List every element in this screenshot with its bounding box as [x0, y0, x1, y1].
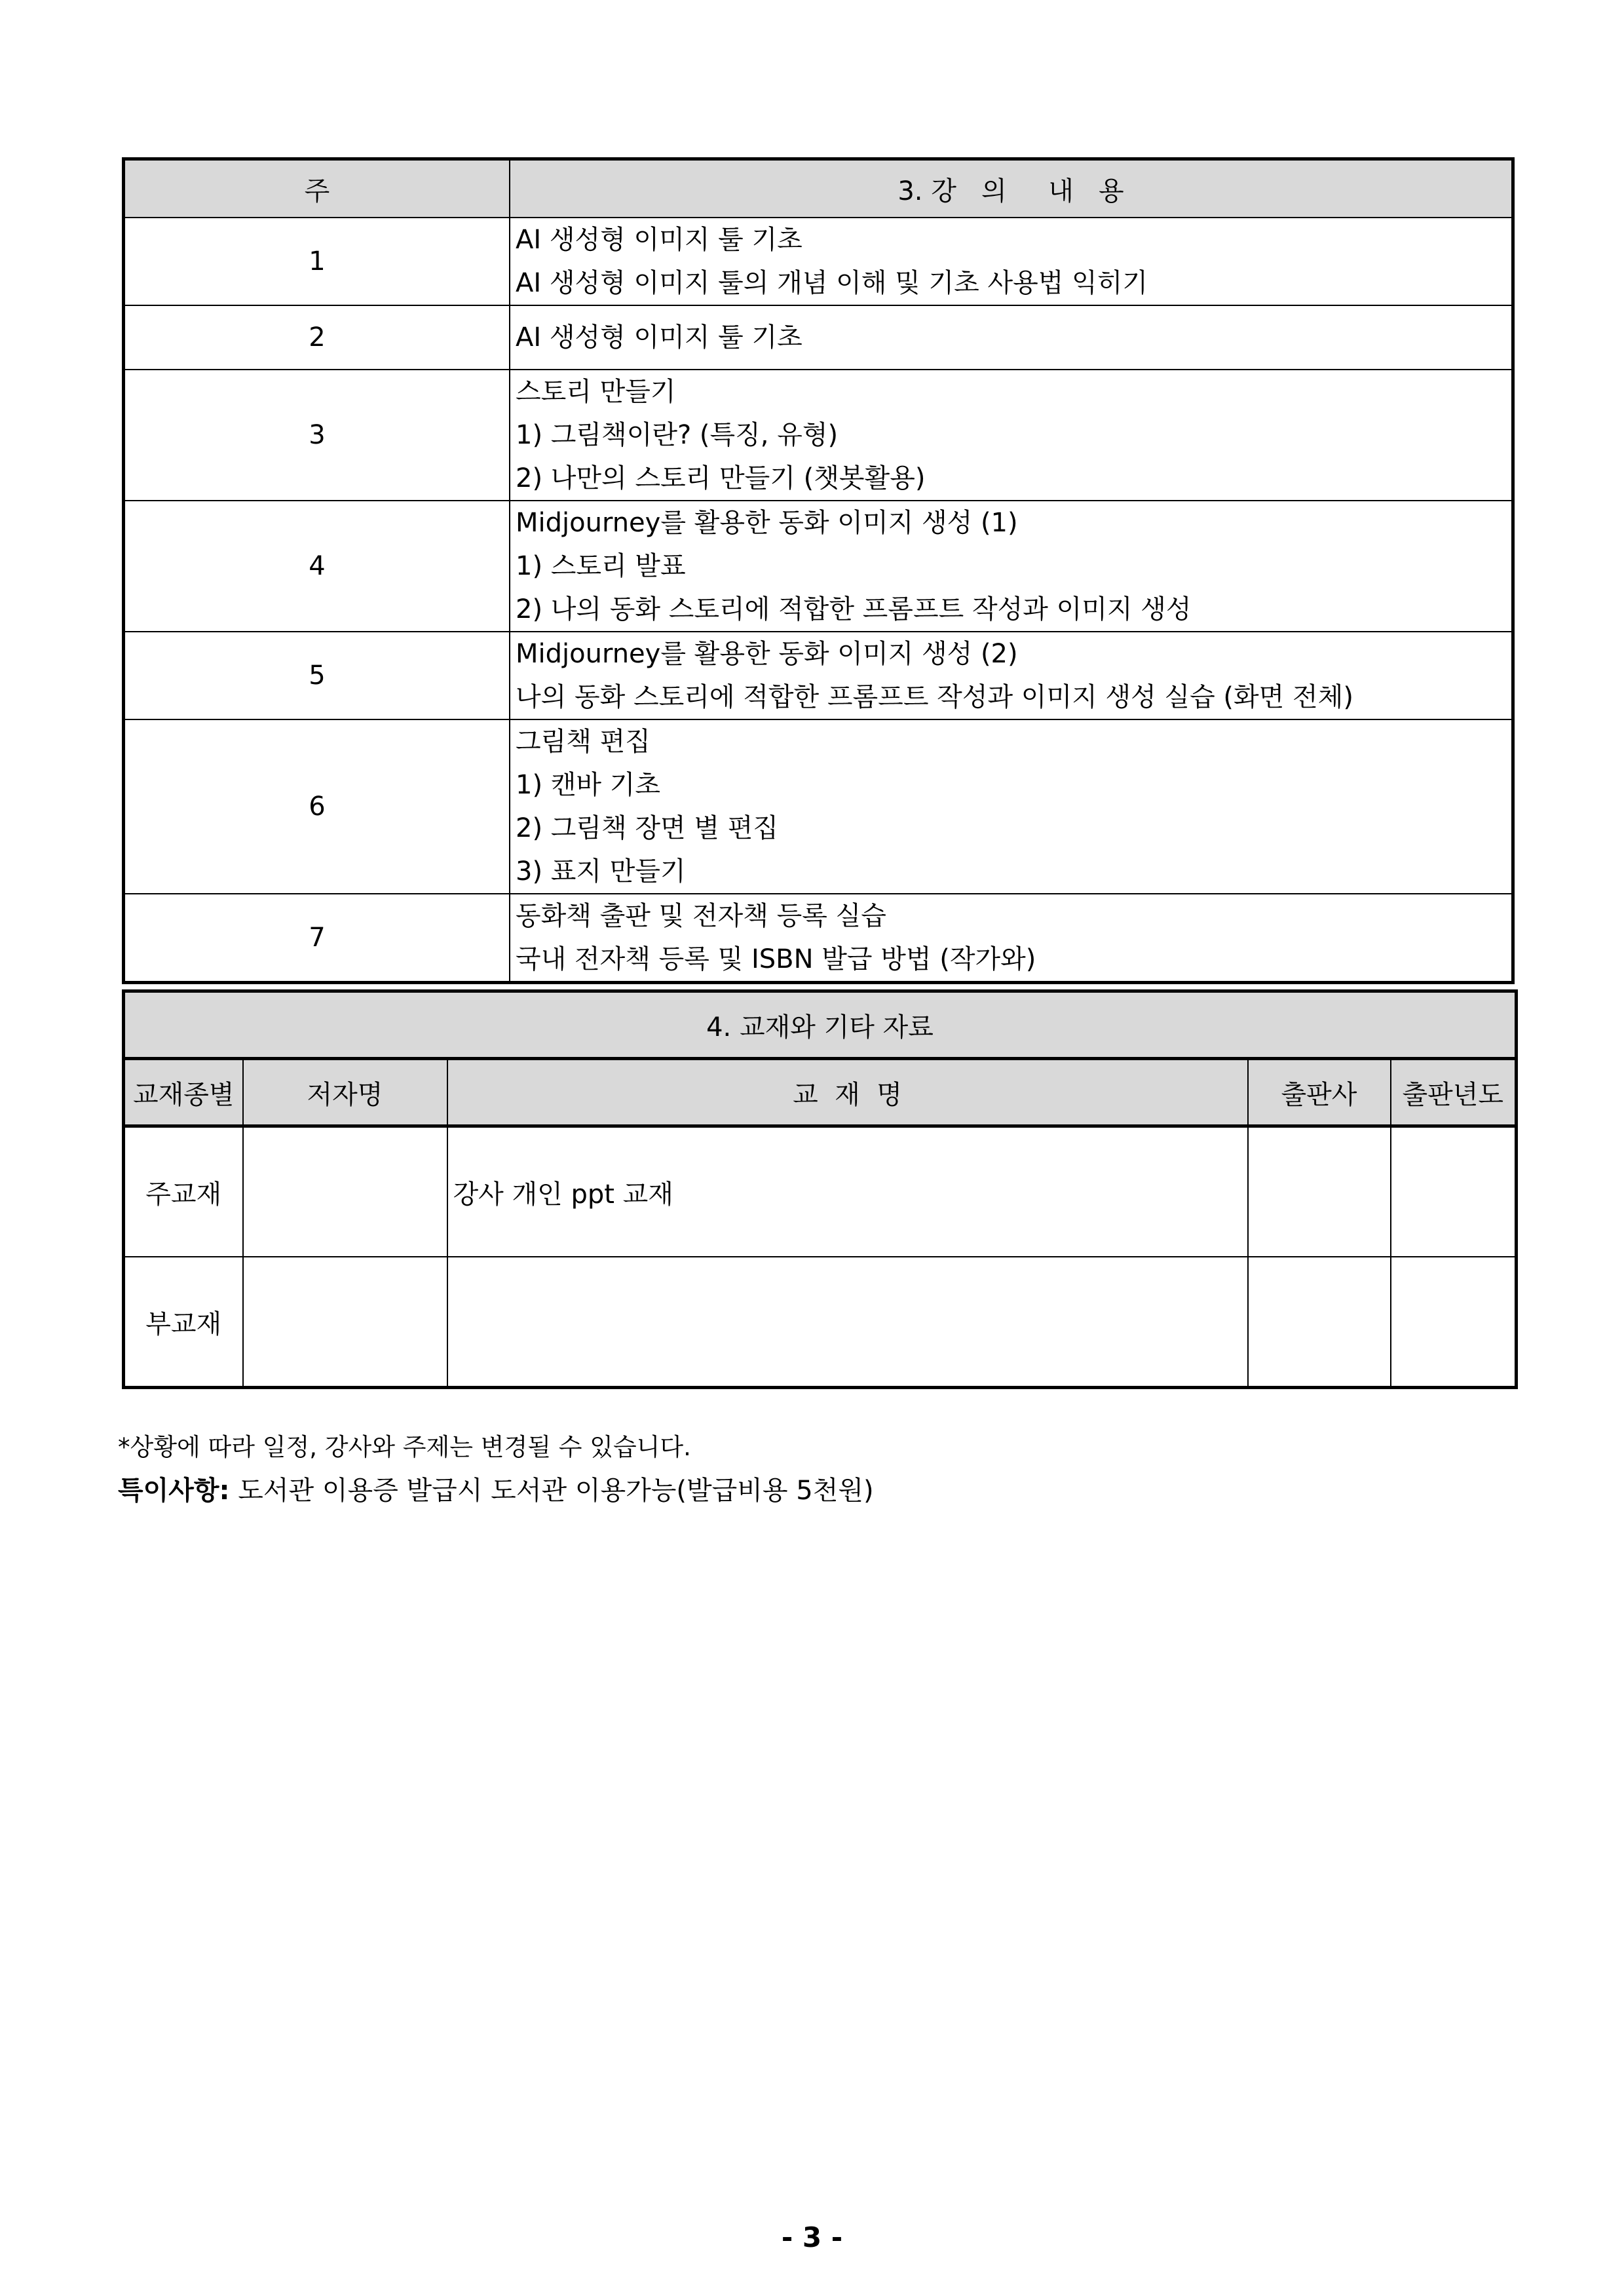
content-line: 2) 나의 동화 스토리에 적합한 프롬프트 작성과 이미지 생성: [516, 594, 1192, 624]
book-type: 부교재: [124, 1257, 243, 1388]
book-type: 주교재: [124, 1126, 243, 1257]
content-line: 3) 표지 만들기: [516, 856, 686, 887]
book-name: 강사 개인 ppt 교재: [447, 1126, 1248, 1257]
week-content: [510, 370, 1513, 501]
header-year: 출판년도: [1391, 1059, 1517, 1126]
week-content: [510, 719, 1513, 894]
textbook-title-row: [124, 991, 1517, 1059]
week-content: [510, 305, 1513, 370]
content-line: 그림책 편집: [516, 727, 651, 757]
week-number: 5: [124, 632, 510, 719]
special-notes-label: 특이사항:: [118, 1476, 230, 1506]
content-line: Midjourney를 활용한 동화 이미지 생성 (1): [516, 508, 1018, 538]
week-number: 2: [124, 305, 510, 370]
content-line: AI 생성형 이미지 툴의 개념 이해 및 기초 사용법 익히기: [516, 268, 1148, 298]
schedule-header-row: [124, 159, 1513, 218]
book-author: [243, 1126, 447, 1257]
content-line: 1) 그림책이란? (특징, 유형): [516, 420, 839, 450]
week-content: [510, 894, 1513, 983]
book-year: [1391, 1126, 1517, 1257]
table-row: [124, 894, 1513, 983]
content-line: 2) 나만의 스토리 만들기 (챗봇활용): [516, 463, 926, 493]
table-row: [124, 719, 1513, 894]
content-line: 스토리 만들기: [516, 377, 676, 407]
book-name: [447, 1257, 1248, 1388]
lecture-schedule-table: [122, 157, 1515, 984]
week-content: [510, 632, 1513, 719]
textbook-section-title: 4. 교재와 기타 자료: [124, 991, 1517, 1059]
week-number: 6: [124, 719, 510, 894]
table-row: [124, 218, 1513, 305]
week-content: [510, 218, 1513, 305]
book-year: [1391, 1257, 1517, 1388]
special-notes: [118, 1470, 874, 1507]
header-week: 주: [124, 159, 510, 218]
book-author: [243, 1257, 447, 1388]
header-content: 3. 강 의 내 용: [510, 159, 1513, 218]
table-row: [124, 1257, 1517, 1388]
content-line: 나의 동화 스토리에 적합한 프롬프트 작성과 이미지 생성 실습 (화면 전체): [516, 682, 1353, 712]
textbook-table: [122, 989, 1518, 1389]
schedule-body: [124, 218, 1513, 983]
table-row: [124, 501, 1513, 632]
header-author: 저자명: [243, 1059, 447, 1126]
header-book-type: 교재종별: [124, 1059, 243, 1126]
header-book-name: 교 재 명: [447, 1059, 1248, 1126]
table-row: [124, 1126, 1517, 1257]
week-number: 7: [124, 894, 510, 983]
page-number: - 3 -: [781, 2221, 843, 2253]
table-row: [124, 305, 1513, 370]
header-publisher: 출판사: [1248, 1059, 1391, 1126]
content-line: 동화책 출판 및 전자책 등록 실습: [516, 901, 886, 931]
content-line: 2) 그림책 장면 별 편집: [516, 813, 779, 843]
content-line: 1) 캔바 기초: [516, 770, 661, 800]
week-number: 1: [124, 218, 510, 305]
schedule-change-note: *상황에 따라 일정, 강사와 주제는 변경될 수 있습니다.: [118, 1433, 691, 1461]
content-line: AI 생성형 이미지 툴 기초: [516, 225, 803, 255]
table-row: [124, 370, 1513, 501]
content-line: AI 생성형 이미지 툴 기초: [516, 322, 803, 353]
table-row: [124, 632, 1513, 719]
book-publisher: [1248, 1257, 1391, 1388]
week-number: 4: [124, 501, 510, 632]
special-notes-text: 도서관 이용증 발급시 도서관 이용가능(발급비용 5천원): [229, 1476, 874, 1506]
textbook-header-row: [124, 1059, 1517, 1126]
content-line: Midjourney를 활용한 동화 이미지 생성 (2): [516, 639, 1018, 669]
week-content: [510, 501, 1513, 632]
week-number: 3: [124, 370, 510, 501]
content-line: 국내 전자책 등록 및 ISBN 발급 방법 (작가와): [516, 944, 1036, 974]
book-publisher: [1248, 1126, 1391, 1257]
content-line: 1) 스토리 발표: [516, 551, 686, 581]
